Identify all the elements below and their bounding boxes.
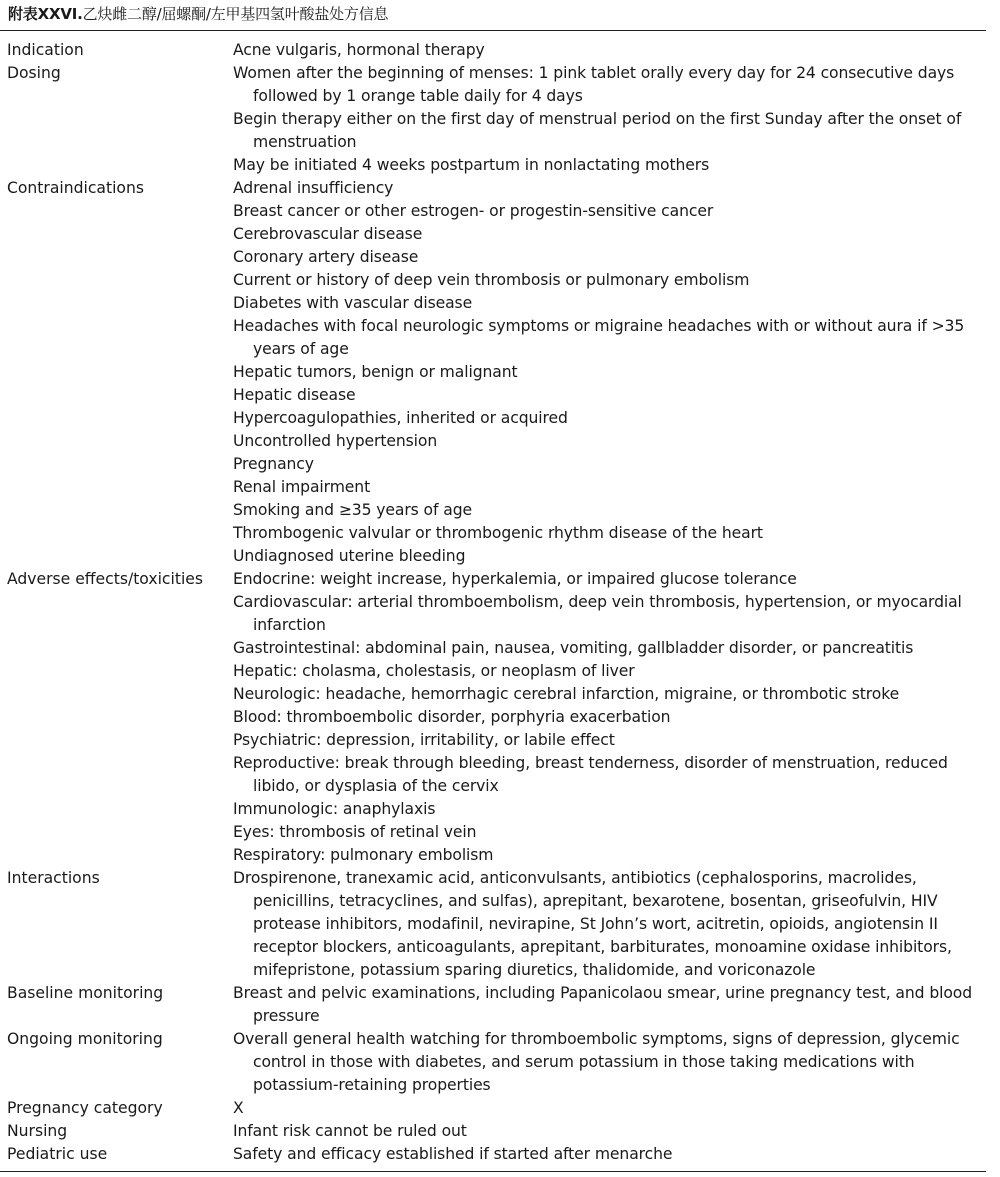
row-label: Ongoing monitoring xyxy=(7,1030,163,1048)
row-entry: Adrenal insufficiency xyxy=(233,179,394,197)
row-entries xyxy=(233,1143,990,1166)
row-entry: Eyes: thrombosis of retinal vein xyxy=(233,823,477,841)
row-entry: Hepatic disease xyxy=(233,386,356,404)
table-title-number: 附表XXVI. xyxy=(8,5,83,23)
row-entry: Hepatic: cholasma, cholestasis, or neoplasm of liver xyxy=(233,662,635,680)
row-entry: Diabetes with vascular disease xyxy=(233,294,473,312)
table-row xyxy=(0,177,990,568)
table-row xyxy=(0,1028,990,1097)
row-label: Dosing xyxy=(7,64,61,82)
row-entry: Pregnancy xyxy=(233,455,314,473)
table-row xyxy=(0,1097,990,1120)
table-title-text: 乙炔雌二醇/屈螺酮/左甲基四氢叶酸盐处方信息 xyxy=(82,5,389,23)
bottom-rule xyxy=(0,1171,986,1172)
row-entry: Thrombogenic valvular or thrombogenic rhythm disease of the heart xyxy=(233,524,763,542)
table-row xyxy=(0,867,990,982)
row-entry: Cardiovascular: arterial thromboembolism, deep vein thrombosis, hypertension, or myocardial infarction xyxy=(233,593,962,634)
prescribing-info-table xyxy=(0,39,990,1166)
table-row xyxy=(0,982,990,1028)
row-entry: May be initiated 4 weeks postpartum in nonlactating mothers xyxy=(233,156,710,174)
row-entries xyxy=(233,39,990,62)
row-entry: Renal impairment xyxy=(233,478,371,496)
row-label: Pregnancy category xyxy=(7,1099,163,1117)
table-row xyxy=(0,568,990,867)
row-entries xyxy=(233,568,990,867)
row-label: Baseline monitoring xyxy=(7,984,164,1002)
row-entry: Breast cancer or other estrogen- or progestin-sensitive cancer xyxy=(233,202,714,220)
row-entry: Respiratory: pulmonary embolism xyxy=(233,846,494,864)
row-entries xyxy=(233,1028,990,1097)
table-row xyxy=(0,39,990,62)
row-entry: Drospirenone, tranexamic acid, anticonvulsants, antibiotics (cephalosporins, macrolides, penicillins, tetracyclines, and sulfas), aprepitant, bexarotene, bosentan, griseofulvin, HIV protease inhibitors, modafinil, nevirapine, St John’s wort, acitretin, opioids, angiotensin II receptor blockers, anticoagulants, aprepitant, barbiturates, monoamine oxidase inhibitors, mifepristone, potassium sparing diuretics, thalidomide, and voriconazole xyxy=(233,869,952,979)
row-label: Pediatric use xyxy=(7,1145,108,1163)
row-entries xyxy=(233,62,990,177)
row-entry: Psychiatric: depression, irritability, or labile effect xyxy=(233,731,615,749)
row-entry: Women after the beginning of menses: 1 pink tablet orally every day for 24 consecutive days followed by 1 orange table daily for 4 days xyxy=(233,64,955,105)
row-entry: Coronary artery disease xyxy=(233,248,419,266)
table-row xyxy=(0,1120,990,1143)
table-title xyxy=(8,4,388,24)
row-entry: Infant risk cannot be ruled out xyxy=(233,1122,467,1140)
row-entry: Hypercoagulopathies, inherited or acquired xyxy=(233,409,568,427)
row-entry: Cerebrovascular disease xyxy=(233,225,423,243)
row-entry: Neurologic: headache, hemorrhagic cerebral infarction, migraine, or thrombotic stroke xyxy=(233,685,900,703)
top-rule xyxy=(0,30,986,31)
row-entries xyxy=(233,1097,990,1120)
row-entries xyxy=(233,867,990,982)
row-entry: Overall general health watching for thromboembolic symptoms, signs of depression, glycemic control in those with diabetes, and serum potassium in those taking medications with potassium-retaining properties xyxy=(233,1030,960,1094)
row-entry: Acne vulgaris, hormonal therapy xyxy=(233,41,485,59)
row-label: Adverse effects/toxicities xyxy=(7,570,204,588)
row-entry: Blood: thromboembolic disorder, porphyria exacerbation xyxy=(233,708,671,726)
row-entry: X xyxy=(233,1099,244,1117)
row-entry: Endocrine: weight increase, hyperkalemia, or impaired glucose tolerance xyxy=(233,570,797,588)
row-label: Contraindications xyxy=(7,179,144,197)
row-entry: Headaches with focal neurologic symptoms or migraine headaches with or without aura if >35 years of age xyxy=(233,317,965,358)
row-entry: Hepatic tumors, benign or malignant xyxy=(233,363,518,381)
row-label: Indication xyxy=(7,41,84,59)
row-entry: Safety and efficacy established if started after menarche xyxy=(233,1145,673,1163)
row-label: Interactions xyxy=(7,869,100,887)
row-entry: Gastrointestinal: abdominal pain, nausea, vomiting, gallbladder disorder, or pancreatitis xyxy=(233,639,914,657)
row-label: Nursing xyxy=(7,1122,68,1140)
row-entries xyxy=(233,982,990,1028)
row-entries xyxy=(233,177,990,568)
row-entry: Undiagnosed uterine bleeding xyxy=(233,547,466,565)
row-entry: Breast and pelvic examinations, including Papanicolaou smear, urine pregnancy test, and blood pressure xyxy=(233,984,973,1025)
table-row xyxy=(0,62,990,177)
row-entry: Reproductive: break through bleeding, breast tenderness, disorder of menstruation, reduced libido, or dysplasia of the cervix xyxy=(233,754,948,795)
row-entry: Immunologic: anaphylaxis xyxy=(233,800,436,818)
row-entries xyxy=(233,1120,990,1143)
row-entry: Current or history of deep vein thrombosis or pulmonary embolism xyxy=(233,271,750,289)
table-row xyxy=(0,1143,990,1166)
row-entry: Uncontrolled hypertension xyxy=(233,432,438,450)
row-entry: Begin therapy either on the first day of menstrual period on the first Sunday after the onset of menstruation xyxy=(233,110,962,151)
row-entry: Smoking and ≥35 years of age xyxy=(233,501,472,519)
